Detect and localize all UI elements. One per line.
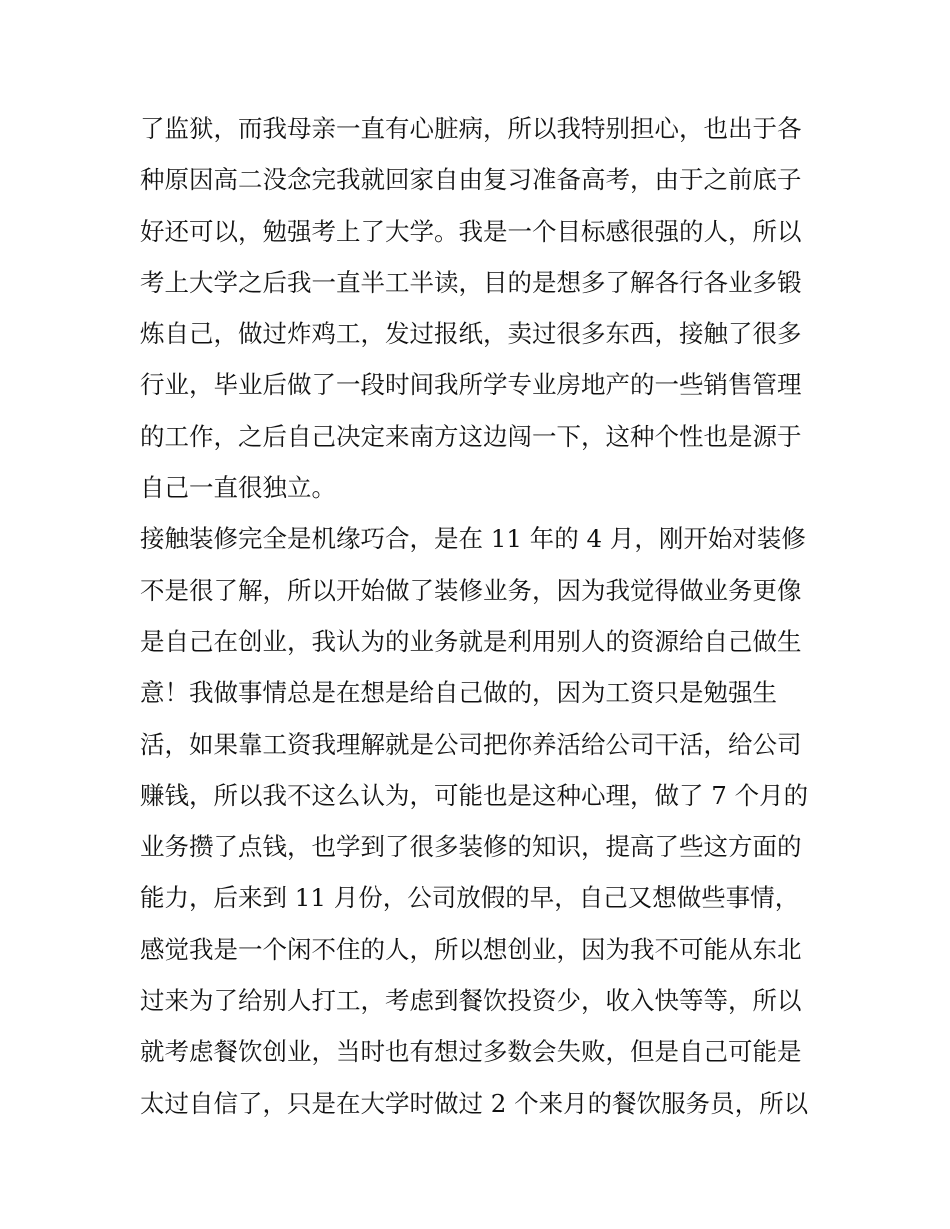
text-line: 业务攒了点钱，也学到了很多装修的知识，提高了些这方面的 xyxy=(140,832,802,862)
text-line: 不是很了解，所以开始做了装修业务，因为我觉得做业务更像 xyxy=(140,575,802,605)
text-line: 种原因高二没念完我就回家自由复习准备高考，由于之前底子 xyxy=(140,165,802,195)
text-line: 能力，后来到 11 月份，公司放假的早，自己又想做些事情， xyxy=(140,883,800,913)
text-line: 接触装修完全是机缘巧合，是在 11 年的 4 月，刚开始对装修 xyxy=(140,524,806,554)
text-line: 过来为了给别人打工，考虑到餐饮投资少，收入快等等，所以 xyxy=(140,986,802,1016)
text-line: 是自己在创业，我认为的业务就是利用别人的资源给自己做生 xyxy=(140,626,802,656)
body-text xyxy=(140,103,820,1129)
text-line: 的工作，之后自己决定来南方这边闯一下，这种个性也是源于 xyxy=(140,421,802,451)
text-line: 行业，毕业后做了一段时间我所学专业房地产的一些销售管理 xyxy=(140,370,802,400)
text-line: 赚钱，所以我不这么认为，可能也是这种心理，做了 7 个月的 xyxy=(140,780,809,810)
text-line: 考上大学之后我一直半工半读，目的是想多了解各行各业多锻 xyxy=(140,267,802,297)
text-line: 炼自己，做过炸鸡工，发过报纸，卖过很多东西，接触了很多 xyxy=(140,319,802,349)
text-line: 了监狱，而我母亲一直有心脏病，所以我特别担心，也出于各 xyxy=(140,114,802,143)
text-line: 就考虑餐饮创业，当时也有想过多数会失败，但是自己可能是 xyxy=(140,1037,802,1067)
text-line: 太过自信了，只是在大学时做过 2 个来月的餐饮服务员，所以 xyxy=(140,1088,809,1118)
text-line: 意！我做事情总是在想是给自己做的，因为工资只是勉强生 xyxy=(140,678,777,708)
text-line: 活，如果靠工资我理解就是公司把你养活给公司干活，给公司 xyxy=(140,729,802,759)
text-line: 感觉我是一个闲不住的人，所以想创业，因为我不可能从东北 xyxy=(140,934,802,964)
text-line: 自己一直很独立。 xyxy=(140,473,336,503)
text-line: 好还可以，勉强考上了大学。我是一个目标感很强的人，所以 xyxy=(140,216,802,246)
